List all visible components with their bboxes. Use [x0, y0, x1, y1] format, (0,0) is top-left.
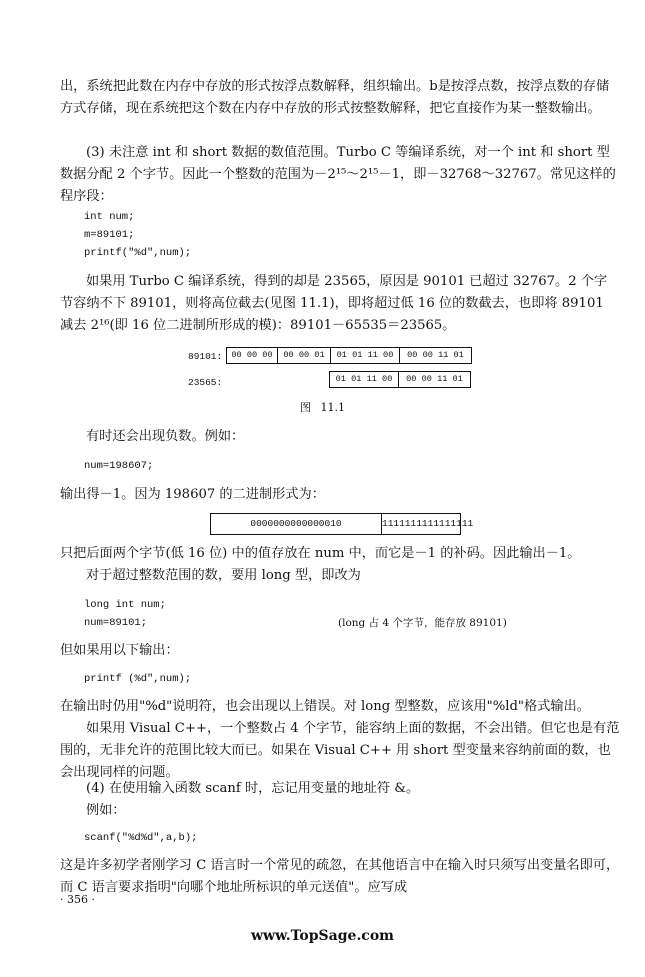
binary-representation — [210, 513, 474, 535]
paragraph-example: 例如： — [86, 803, 126, 818]
code-line: num=198607; — [84, 460, 154, 472]
page-number: · 356 · — [60, 893, 95, 906]
byte-cell: 00 00 11 01 — [407, 350, 464, 360]
binary-high-bytes: 0000000000000010 — [211, 514, 382, 534]
code-block-4 — [84, 670, 191, 688]
paragraph-but-if: 但如果用以下输出： — [60, 643, 179, 658]
code-line: long int num; — [84, 599, 166, 611]
binary-low-bytes: 1111111111111111 — [382, 518, 474, 529]
paragraph-turbo-c: 如果用 Turbo C 编译系统，得到的却是 23565，原因是 90101 已超过 32767。2 个字节容纳不下 89101，则将高位截去(见图 11.1)，即将超过低 16 位的数截去，也即将 89101 减去 2¹⁶(即 16 位二进制所形成的模)：89101－65535＝23565。 — [60, 274, 608, 333]
footer-url: www.TopSage.com — [251, 928, 394, 944]
paragraph-point-3: (3) 未注意 int 和 short 数据的数值范围。Turbo C 等编译系统，对一个 int 和 short 型数据分配 2 个字节。因此一个整数的范围为－2¹⁵～2¹⁵－1，即－32768～32767。常见这样的程序段： — [60, 145, 616, 204]
byte-cell: 00 00 11 01 — [406, 374, 463, 384]
paragraph-visual-cpp: 如果用 Visual C++，一个整数占 4 个字节，能容纳上面的数据，不会出错。但它也是有范围的，无非允许的范围比较大而已。如果在 Visual C++ 用 short 型变量来容纳前面的数，也会出现同样的问题。 — [60, 721, 620, 780]
code-block-2 — [84, 457, 153, 475]
code-line: num=89101; — [84, 617, 148, 629]
code-line: scanf("%d%d",a,b); — [84, 832, 198, 844]
paragraph-scanf-explain: 这是许多初学者刚学习 C 语言时一个常见的疏忽，在其他语言中在输入时只须写出变量名即可，而 C 语言要求指明"向哪个地址所标识的单元送值"。应写成 — [60, 858, 620, 895]
figure-bytes-23565 — [329, 371, 471, 388]
code-line: m=89101; — [84, 229, 135, 241]
paragraph-point-4: (4) 在使用输入函数 scanf 时，忘记用变量的地址符 &。 — [86, 781, 420, 796]
byte-cell: 00 00 01 — [278, 348, 331, 363]
figure-label-23565: 23565: — [188, 377, 223, 388]
code-line: printf (%d",num); — [84, 673, 192, 685]
code-block-3 — [84, 596, 166, 632]
code-block-5 — [84, 829, 197, 847]
paragraph-output-minus-one: 输出得－1。因为 198607 的二进制形式为： — [60, 487, 325, 502]
byte-cell: 01 01 11 00 — [331, 348, 400, 363]
byte-cell: 00 00 00 — [227, 348, 278, 363]
code-line: printf("%d",num); — [84, 247, 192, 259]
code-block-1 — [84, 208, 191, 262]
code-note: (long 占 4 个字节，能存放 89101) — [338, 617, 507, 629]
paragraph-continuation: 出，系统把此数在内存中存放的形式按浮点数解释，组织输出。b是按浮点数，按浮点数的存储方式存储，现在系统把这个数在内存中存放的形式按整数解释，把它直接作为某一整数输出。 — [60, 79, 610, 116]
paragraph-low-16-bits: 只把后面两个字节(低 16 位) 中的值存放在 num 中，而它是－1 的补码。因此输出－1。 — [60, 546, 581, 561]
paragraph-negative: 有时还会出现负数。例如： — [86, 429, 245, 444]
byte-cell: 01 01 11 00 — [330, 372, 399, 387]
paragraph-use-long: 对于超过整数范围的数，要用 long 型，即改为 — [86, 568, 361, 583]
figure-label-89101: 89101: — [188, 351, 223, 362]
code-line: int num; — [84, 211, 135, 223]
paragraph-format-error: 在输出时仍用"%d"说明符，也会出现以上错误。对 long 型整数，应该用"%ld"格式输出。 — [60, 699, 590, 714]
figure-caption: 图 11.1 — [300, 401, 345, 414]
figure-bytes-89101 — [226, 347, 472, 364]
